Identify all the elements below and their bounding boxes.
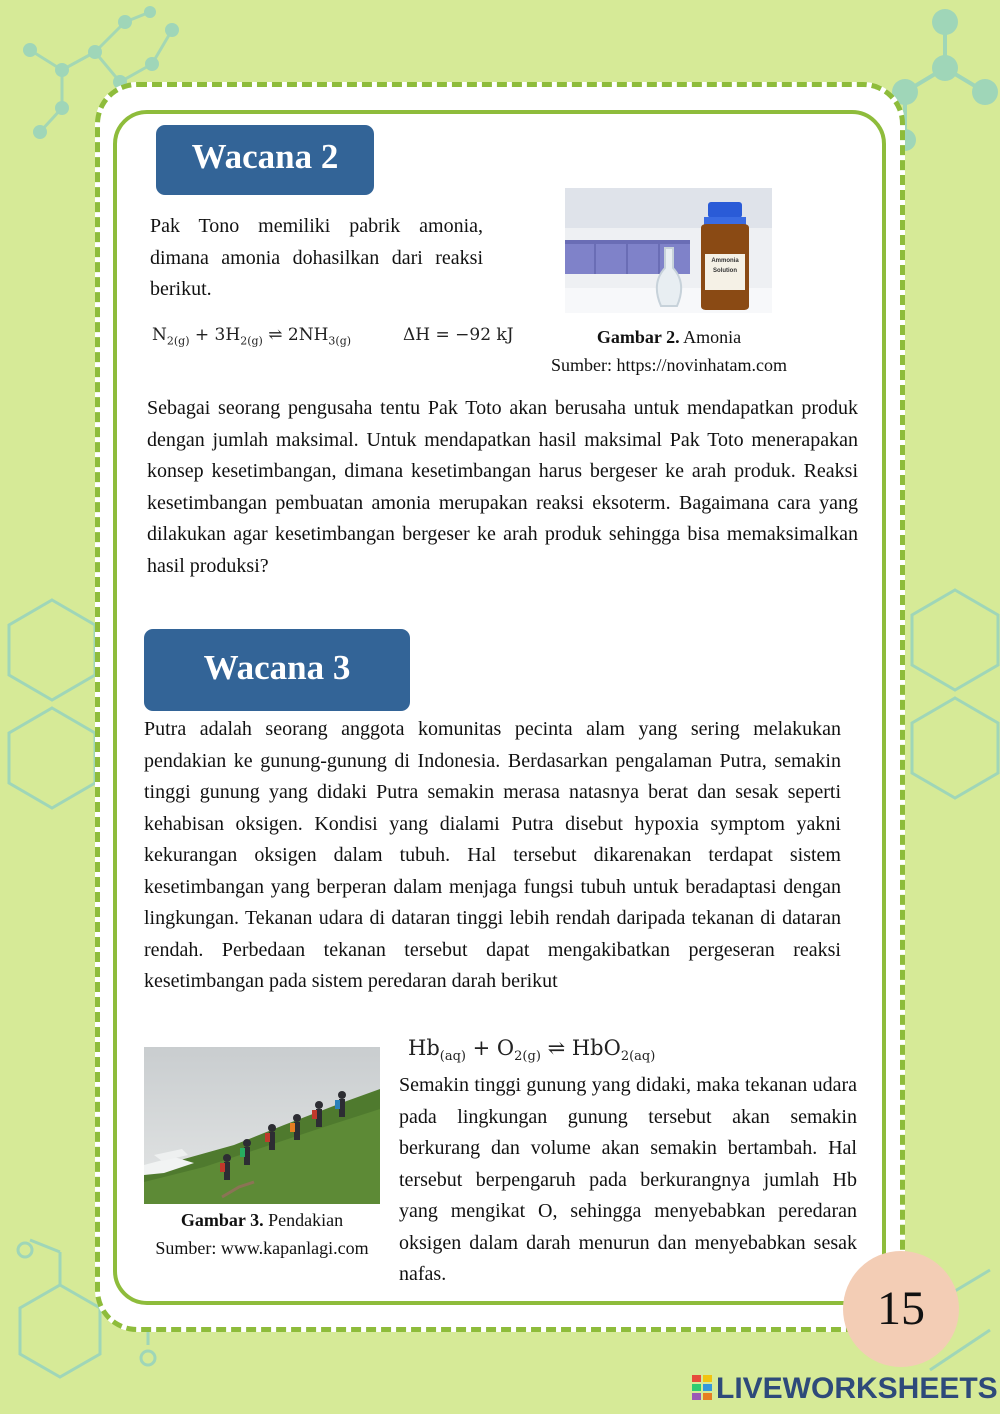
bottle-label-line2: Solution [713,268,737,274]
hemoglobin-reaction-equation: $Hb_{(aq)} + O_{2(g)}$ ⇌ HbO$_{2(aq)}$ [408,1036,656,1065]
reaction-enthalpy: ΔH = −92 kJ [403,325,514,345]
wacana-3-heading-text: Wacana 3 [203,648,351,687]
wacana-2-heading-text: Wacana 2 [191,137,339,176]
wacana-2-body: Sebagai seorang pengusaha tentu Pak Toto akan berusaha untuk mendapatkan produk dengan jumlah maksimal. Untuk mendapatkan hasil maksimal Pak Toto menerapakan konsep kesetimbangan, dimana kesetimbangan harus bergeser ke arah produk. Reaksi kesetimbangan pembuatan amonia merupakan reaksi eksoterm. Bagaimana cara yang dilakukan agar kesetimbangan bergeser ke arah produk sehingga bisa memaksimalkan hasil produksi? [147,397,858,577]
bottle-label-line1: Ammonia [711,258,739,264]
ammonia-bottle-image [565,188,772,313]
ammonia-image-caption: Gambar 2. Amonia Sumber: https://novinhatam.com [551,327,787,375]
ammonia-reaction-equation: $N_{2(g)} + 3H_{2(g)}$ ⇌ $2NH_{3(g)}$ [152,325,352,348]
ammonia-image-source: Sumber: https://novinhatam.com [551,355,787,375]
wacana-3-body-2: Semakin tinggi gunung yang didaki, maka tekanan udara pada lingkungan gunung tersebut akan semakin berkurang dan volume akan semakin bertambah. Hal tersebut berpengaruh pada berkurangnya jumlah Hb yang mengikat O, sehingga menyebabkan peredaran oksigen dalam darah menurun dan menyebabkan sesak nafas. [399,1074,857,1285]
hiking-image [144,1047,380,1204]
wacana-2-intro: Pak Tono memiliki pabrik amonia, dimana amonia dohasilkan dari reaksi berikut. [150,215,483,300]
hiking-image-source: Sumber: www.kapanlagi.com [155,1238,369,1258]
liveworksheets-watermark[interactable] [692,1372,998,1406]
page-number-badge [843,1251,959,1367]
brand-text: LIVEWORKSHEETS [716,1372,998,1405]
page-number: 15 [877,1282,925,1335]
liveworksheets-logo-icon [692,1375,712,1401]
hiking-image-caption: Gambar 3. Pendakian Sumber: www.kapanlagi.com [155,1210,369,1258]
wacana-3-body: Putra adalah seorang anggota komunitas pecinta alam yang sering melakukan pendakian ke gunung-gunung di Indonesia. Berdasarkan pengalaman Putra, semakin tinggi gunung yang didaki Putra semakin merasa natasnya berat dan sesak seperti kehabisan oksigen. Kondisi yang dialami Putra disebut hypoxia symptom yakni kekurangan oksigen dalam tubuh. Hal tersebut dikarenakan terdapat sistem kesetimbangan yang berperan dalam menjaga fungsi tubuh untuk beradaptasi dengan lingkungan. Tekanan udara di dataran tinggi lebih rendah daripada tekanan di dataran rendah. Perbedaan tekanan tersebut dapat mengakibatkan pergeseran reaksi kesetimbangan pada sistem peredaran darah berikut [144,718,841,992]
wacana-2-heading [156,125,374,195]
wacana-3-heading [144,629,410,711]
